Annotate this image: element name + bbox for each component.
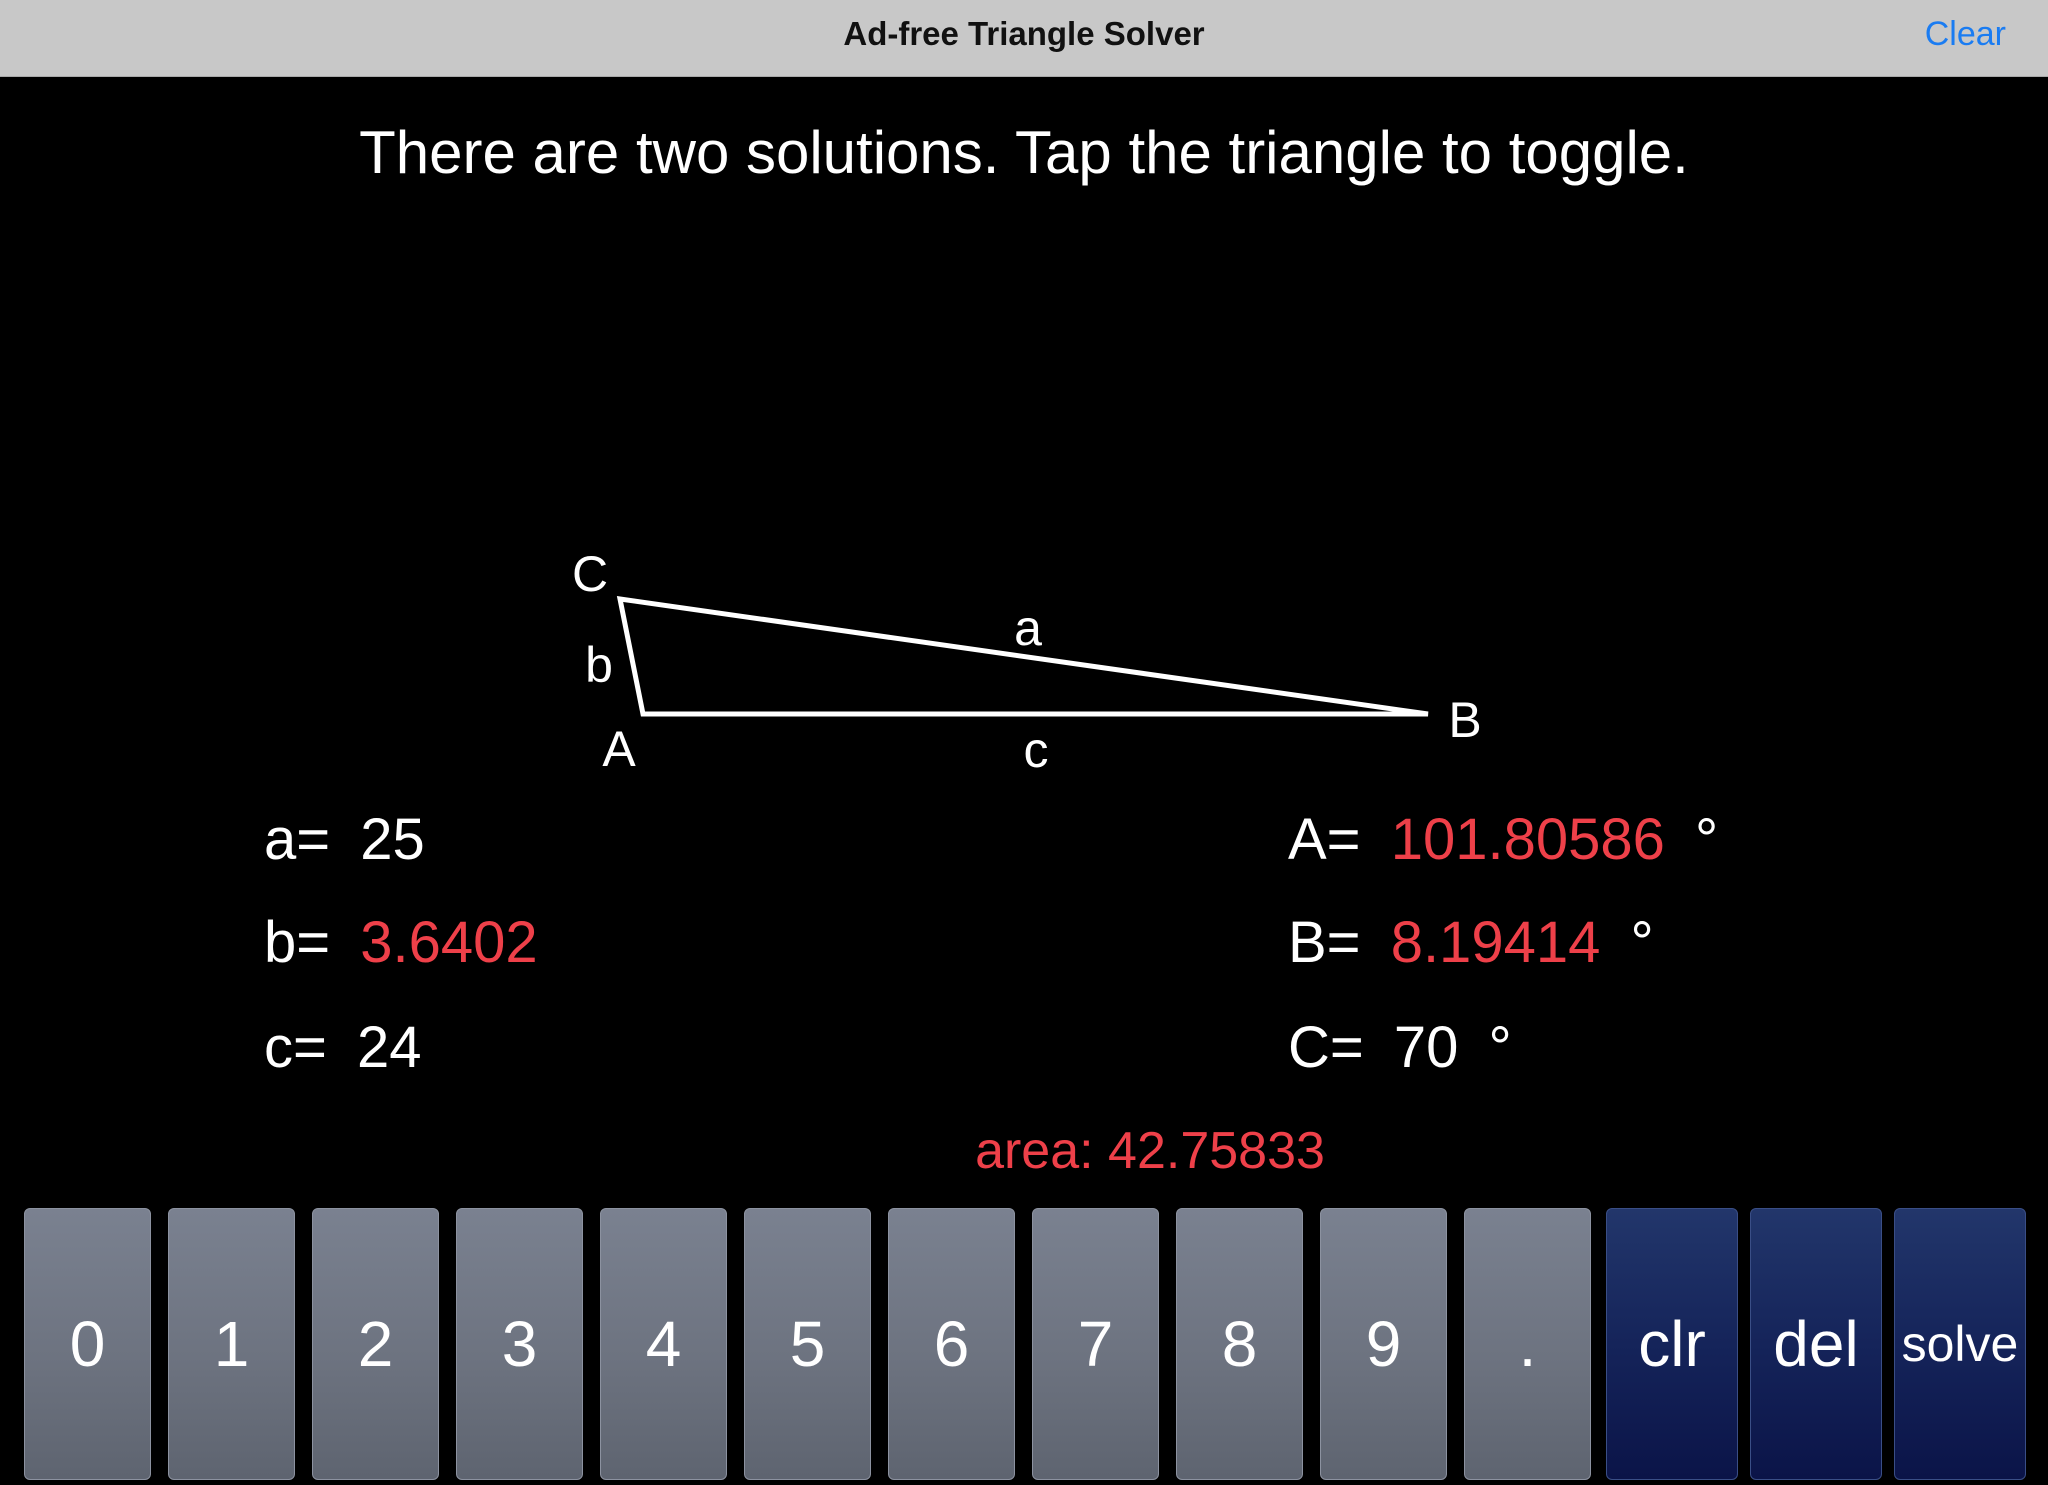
angle-c-label: C= [1288, 1015, 1364, 1080]
key-1[interactable]: 1 [168, 1208, 295, 1480]
key-6[interactable]: 6 [888, 1208, 1015, 1480]
side-label-b: b [585, 637, 613, 693]
key-5[interactable]: 5 [744, 1208, 871, 1480]
key-3[interactable]: 3 [456, 1208, 583, 1480]
solve-button[interactable]: solve [1894, 1208, 2026, 1480]
side-b-label: b= [264, 910, 331, 975]
area-value: 42.75833 [1108, 1122, 1325, 1180]
clear-button[interactable]: Clear [1924, 15, 2006, 53]
key-9[interactable]: 9 [1320, 1208, 1447, 1480]
side-a-label: a= [264, 807, 331, 872]
triangle-shape[interactable] [620, 599, 1428, 714]
side-b-value[interactable]: 3.6402 [360, 910, 538, 975]
angle-b-label: B= [1288, 910, 1361, 975]
app-title: Ad-free Triangle Solver [843, 15, 1205, 52]
side-label-a: a [1014, 600, 1042, 656]
vertex-label-a: A [602, 721, 636, 777]
solutions-message: There are two solutions. Tap the triangle to toggle. [359, 119, 1689, 186]
side-c-label: c= [264, 1015, 327, 1080]
angle-c-row[interactable] [1288, 1013, 1512, 1083]
side-a-value[interactable]: 25 [360, 807, 425, 872]
angle-a-degree: ° [1694, 807, 1719, 872]
side-label-c: c [1023, 722, 1049, 778]
angle-c-value[interactable]: 70 [1393, 1015, 1459, 1080]
key-4[interactable]: 4 [600, 1208, 727, 1480]
angle-a-row[interactable] [1288, 805, 1718, 875]
key-0[interactable]: 0 [24, 1208, 151, 1480]
area-label: area: [975, 1122, 1094, 1180]
key-2[interactable]: 2 [312, 1208, 439, 1480]
side-c-row[interactable] [264, 1013, 422, 1083]
side-c-value[interactable]: 24 [357, 1015, 422, 1080]
area-readout [0, 1120, 2048, 1182]
del-button[interactable]: del [1750, 1208, 1882, 1480]
vertex-label-c: C [571, 546, 609, 602]
angle-c-degree: ° [1488, 1015, 1512, 1080]
clr-button[interactable]: clr [1606, 1208, 1738, 1480]
angle-a-label: A= [1288, 807, 1361, 872]
key-8[interactable]: 8 [1176, 1208, 1303, 1480]
navigation-bar [0, 0, 2048, 77]
angle-b-degree: ° [1630, 910, 1654, 975]
angle-b-value[interactable]: 8.19414 [1390, 910, 1601, 975]
angle-a-value[interactable]: 101.80586 [1390, 807, 1665, 872]
keypad [0, 1202, 2048, 1485]
key-decimal-point[interactable]: . [1464, 1208, 1591, 1480]
side-b-row[interactable] [264, 908, 538, 978]
angle-b-row[interactable] [1288, 908, 1654, 978]
side-a-row[interactable] [264, 805, 425, 875]
vertex-label-b: B [1448, 692, 1482, 748]
key-7[interactable]: 7 [1032, 1208, 1159, 1480]
